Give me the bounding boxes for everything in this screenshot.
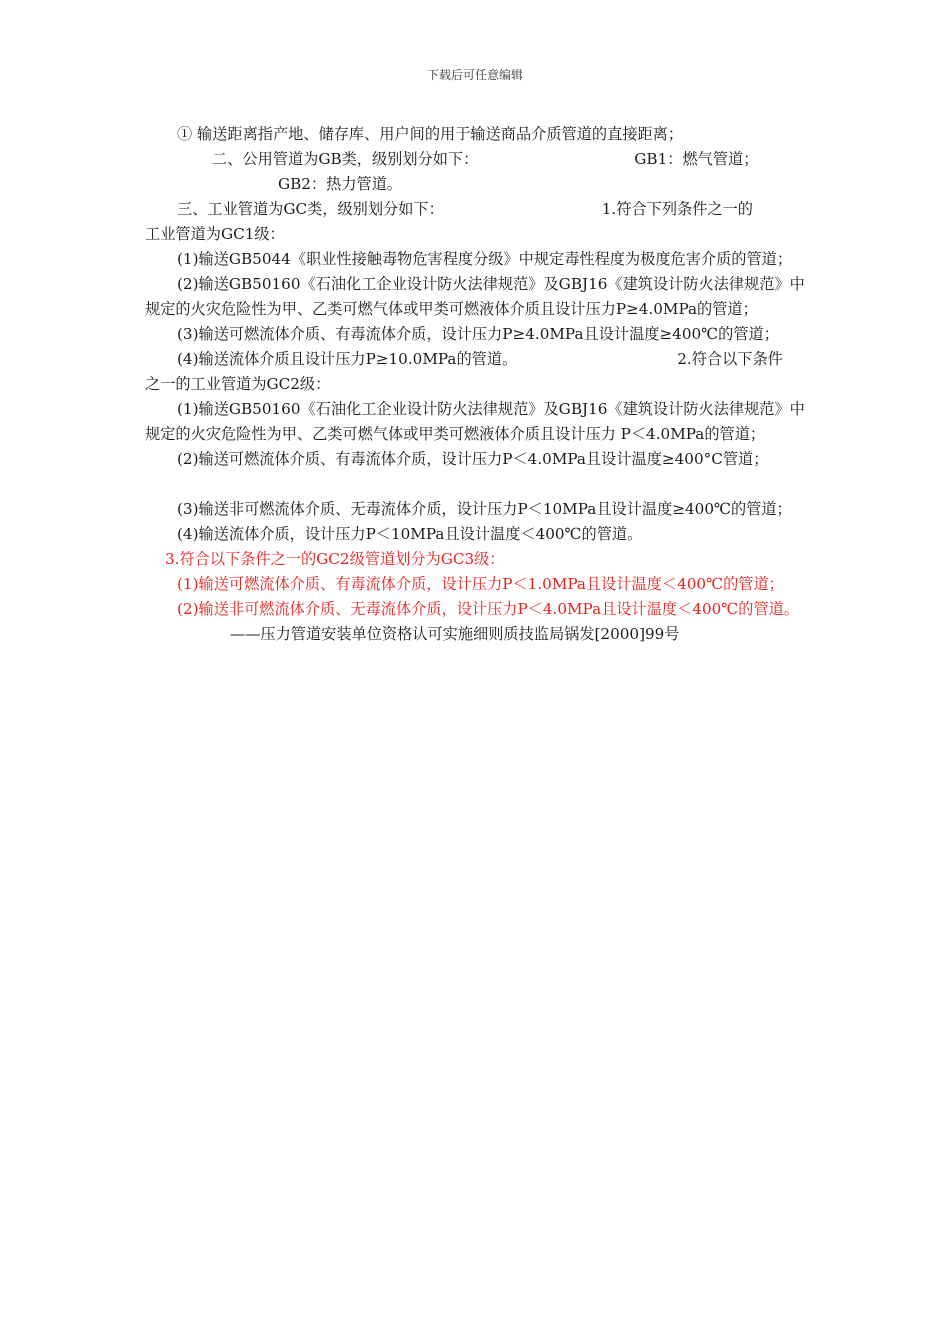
- gc1-item-1: (1)输送GB5044《职业性接触毒物危害程度分级》中规定毒性程度为极度危害介质的管道；: [177, 250, 793, 268]
- gc2-item-1: (1)输送GB50160《石油化工企业设计防火法律规范》及GBJ16《建筑设计防火法律规范》中规定的火灾危险性为甲、乙类可燃气体或甲类可燃液体介质且设计压力 P＜4.0MPa的管道；: [145, 400, 805, 443]
- gc3-heading: 3.符合以下条件之一的GC2级管道划分为GC3级：: [165, 550, 505, 568]
- page-header: 下载后可任意编辑: [426, 68, 523, 82]
- blank-line: [145, 472, 810, 497]
- gc2-item-3: (3)输送非可燃流体介质、无毒流体介质，设计压力P＜10MPa且设计温度≥400℃的管道；: [177, 500, 792, 518]
- gc1-item-4: (4)输送流体介质且设计压力P≥10.0MPa的管道。: [177, 350, 518, 368]
- gb1-item: GB1：燃气管道；: [634, 150, 759, 168]
- document-body: [145, 122, 810, 647]
- gc3-item-1: (1)输送可燃流体介质、有毒流体介质，设计压力P＜1.0MPa且设计温度＜400℃的管道；: [177, 575, 784, 593]
- gc1-condition-intro: 1.符合下列条件之一的: [601, 200, 753, 218]
- gb2-item: GB2：热力管道。: [278, 175, 403, 193]
- gc1-item-2: (2)输送GB50160《石油化工企业设计防火法律规范》及GBJ16《建筑设计防火法律规范》中规定的火灾危险性为甲、乙类可燃气体或甲类可燃液体介质且设计压力P≥4.0MPa的管道；: [145, 275, 805, 318]
- gc1-item-4-line: [145, 347, 810, 372]
- public-pipeline-title: 二、公用管道为GB类，级别划分如下：: [212, 150, 479, 168]
- gc1-heading: 工业管道为GC1级：: [145, 225, 285, 243]
- distance-definition: ① 输送距离指产地、储存库、用户间的用于输送商品介质管道的直接距离；: [177, 125, 684, 143]
- industrial-pipeline-title: 三、工业管道为GC类，级别划分如下：: [177, 200, 444, 218]
- gc2-item-4: (4)输送流体介质，设计压力P＜10MPa且设计温度＜400℃的管道。: [177, 525, 643, 543]
- gc3-item-2: (2)输送非可燃流体介质、无毒流体介质，设计压力P＜4.0MPa且设计温度＜400℃的管道。: [177, 600, 800, 618]
- gc1-item-3: (3)输送可燃流体介质、有毒流体介质，设计压力P≥4.0MPa且设计温度≥400℃的管道；: [177, 325, 779, 343]
- gc2-item-2: (2)输送可燃流体介质、有毒流体介质，设计压力P＜4.0MPa且设计温度≥400°C管道；: [177, 450, 769, 468]
- public-pipeline-heading: [145, 147, 810, 172]
- gc2-condition-intro: 2.符合以下条件: [677, 350, 783, 368]
- industrial-pipeline-heading: [145, 197, 810, 222]
- source-citation: ——压力管道安装单位资格认可实施细则质技监局锅发[2000]99号: [230, 625, 680, 643]
- gc2-heading: 之一的工业管道为GC2级：: [145, 375, 331, 393]
